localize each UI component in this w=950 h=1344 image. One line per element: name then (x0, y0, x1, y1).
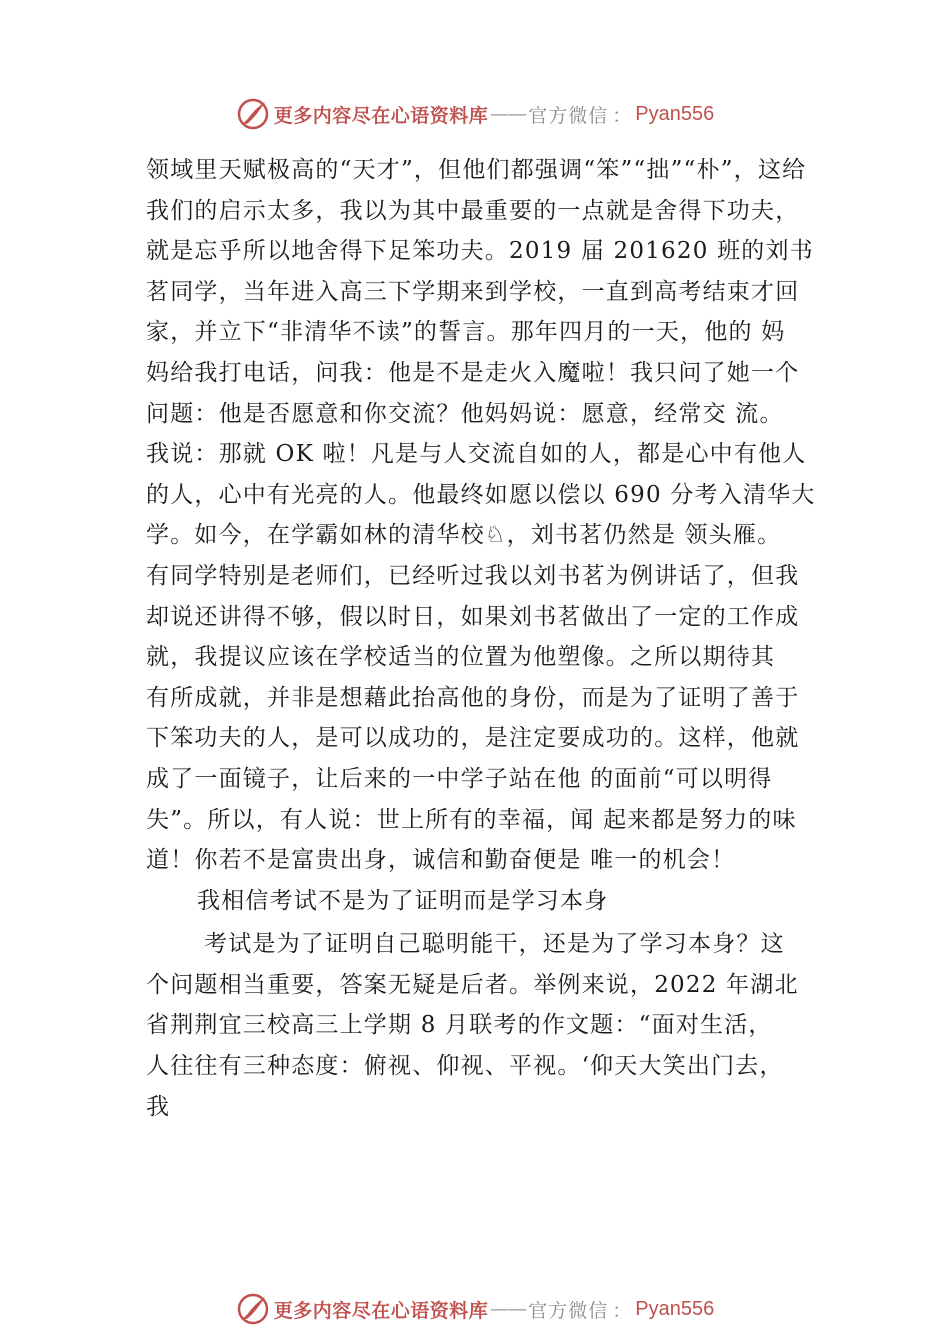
text-line: 省荆荆宜三校高三上学期 8 月联考的作文题：“面对生活， (146, 1012, 773, 1039)
header-colon: ： (612, 104, 632, 127)
text-line: 就是忘乎所以地舍得下足笨功夫。2019 届 201620 班的刘书 (146, 238, 814, 265)
text-line: 就，我提议应该在学校适当的位置为他塑像。之所以期待其 (146, 644, 776, 671)
text-line: 成了一面镜子，让后来的一中学子站在他 的面前“可以明得 (146, 765, 773, 792)
text-line: 失”。所以，有人说：世上所有的幸福，闻 起来都是努力的味 (146, 806, 797, 833)
text-line: 的人，心中有光亮的人。他最终如愿以偿以 690 分考入清华大 (146, 481, 816, 508)
footer-brand: 更多内容尽在心语资料库 (273, 1299, 489, 1322)
text-line: 领域里天赋极高的“天才”，但他们都强调“笨”“拙”“朴”，这给 (146, 157, 807, 183)
text-line: 问题：他是否愿意和你交流？他妈妈说：愿意，经常交 流。 (146, 400, 784, 427)
quill-logo-icon (236, 1292, 270, 1326)
footer-colon: ： (612, 1299, 632, 1322)
text-line: 下笨功夫的人，是可以成功的，是注定要成功的。这样，他就 (146, 725, 800, 752)
quill-logo-icon (236, 97, 270, 131)
header-dash: —— (490, 103, 527, 125)
text-line: 有所成就，并非是想藉此抬高他的身份，而是为了证明了善于 (146, 684, 800, 711)
text-line: 却说还讲得不够，假以时日，如果刘书茗做出了一定的工作成 (146, 603, 800, 630)
text-line: 个问题相当重要，答案无疑是后者。举例来说，2022 年湖北 (146, 971, 799, 998)
footer-dash: —— (490, 1298, 527, 1320)
text-line: 我们的启示太多，我以为其中最重要的一点就是舍得下功夫， (146, 197, 800, 224)
text-line: 我说：那就 OK 啦！凡是与人交流自如的人，都是心中有他人 (146, 441, 807, 468)
header-brand: 更多内容尽在心语资料库 (273, 104, 489, 127)
text-line: 人往往有三种态度：俯视、仰视、平视。‘仰天大笑出门去， (146, 1053, 784, 1080)
footer-wechat-id: Pyan556 (635, 1297, 715, 1320)
page-footer (0, 1292, 950, 1326)
text-line: 家，并立下“非清华不读”的誓言。那年四月的一天，他的 妈 (146, 319, 786, 346)
text-line: 考试是为了证明自己聪明能干，还是为了学习本身？这 (204, 931, 785, 958)
text-line: 茗同学，当年进入高三下学期来到学校，一直到高考结束才回 (146, 278, 800, 305)
text-line: 道！你若不是富贵出身，诚信和勤奋便是 唯一的机会！ (146, 847, 736, 874)
page-header (0, 97, 950, 131)
article-body (146, 150, 846, 1127)
text-line: 我 (146, 1093, 171, 1120)
header-official-label: 官方微信 (528, 104, 609, 127)
text-line: 学。如今，在学霸如林的清华校♘，刘书茗仍然是 领头雁。 (146, 522, 782, 549)
text-line: 有同学特别是老师们，已经听过我以刘书茗为例讲话了，但我 (146, 562, 800, 589)
footer-official-label: 官方微信 (528, 1299, 609, 1322)
section-heading: 我相信考试不是为了证明而是学习本身 (197, 887, 609, 914)
text-line: 妈给我打电话，问我：他是不是走火入魔啦！我只问了她一个 (146, 359, 800, 386)
header-wechat-id: Pyan556 (635, 102, 715, 125)
